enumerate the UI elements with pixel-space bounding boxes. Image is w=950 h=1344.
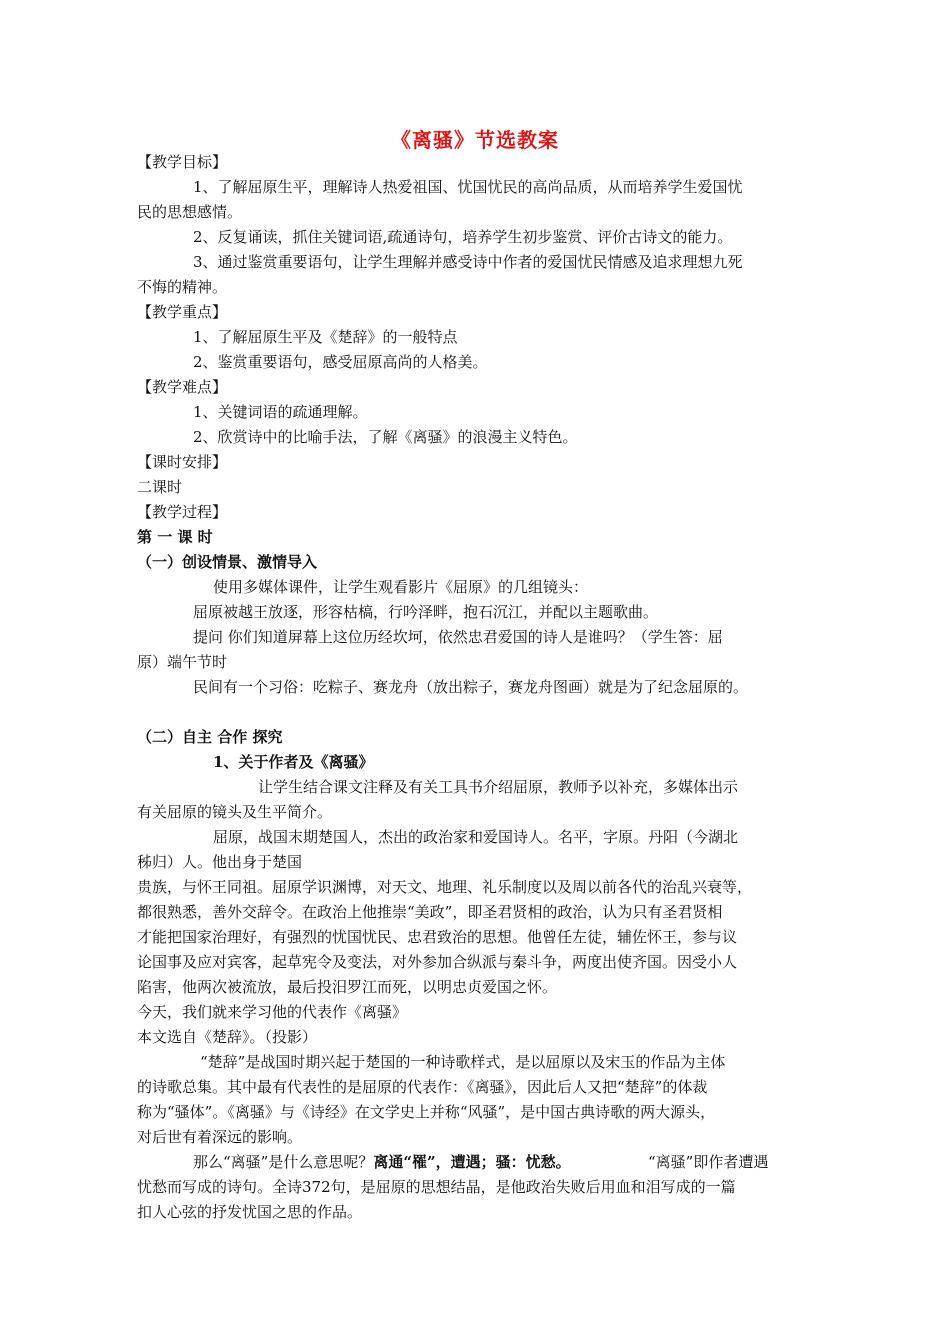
text-line: 【课时安排】: [137, 453, 228, 471]
text-line: 忧愁而写成的诗句。全诗372句，是屈原的思想结晶，是他政治失败后用血和泪写成的一篇: [137, 1178, 736, 1196]
text-line: 提问 你们知道屏幕上这位历经坎坷，依然忠君爱国的诗人是谁吗？（学生答：屈: [193, 628, 723, 646]
text-line: 本文选自《楚辞》。（投影）: [137, 1028, 318, 1046]
text-line: 让学生结合课文注释及有关工具书介绍屈原，教师予以补充，多媒体出示: [258, 778, 739, 796]
meaning-line: [193, 1152, 571, 1172]
text-line: 扣人心弦的抒发忧国之思的作品。: [137, 1203, 363, 1221]
text-line: 【教学重点】: [137, 303, 228, 321]
text-line: 才能把国家治理好，有强烈的忧国忧民、忠君致治的思想。他曾任左徒，辅佐怀王，参与议: [137, 928, 738, 946]
text-line: 贵族，与怀王同祖。屈原学识渊博，对天文、地理、礼乐制度以及周以前各代的治乱兴衰等，: [137, 878, 753, 896]
text-line: 民间有一个习俗：吃粽子、赛龙舟（放出粽子，赛龙舟图画）就是为了纪念屈原的。: [193, 678, 749, 696]
text-line: 2、鉴赏重要语句，感受屈原高尚的人格美。: [193, 353, 488, 371]
text-line: “楚辞”是战国时期兴起于楚国的一种诗歌样式，是以屈原以及宋玉的作品为主体: [200, 1053, 726, 1071]
text-line: 3、通过鉴赏重要语句，让学生理解并感受诗中作者的爱国忧民情感及追求理想九死: [193, 253, 743, 271]
text-line: 1、了解屈原生平，理解诗人热爱祖国、忧国忧民的高尚品质，从而培养学生爱国忧: [193, 178, 743, 196]
text-line: （一）创设情景、激情导入: [137, 553, 318, 571]
text-line: 2、欣赏诗中的比喻手法，了解《离骚》的浪漫主义特色。: [193, 428, 578, 446]
text-line: （二）自主 合作 探究: [137, 728, 283, 746]
text-line: 屈原，战国末期楚国人，杰出的政治家和爱国诗人。名平，字原。丹阳（今湖北: [213, 828, 739, 846]
text-line: 今天，我们就来学习他的代表作《离骚》: [137, 1003, 408, 1021]
text-line: 论国事及应对宾客，起草宪令及变法，对外参加合纵派与秦斗争，两度出使齐国。因受小人: [137, 953, 738, 971]
text-line: 的诗歌总集。其中最有代表性的是屈原的代表作：《离骚》，因此后人又把“楚辞”的体裁: [137, 1078, 708, 1096]
meaning-question: 那么“离骚”是什么意思呢？: [193, 1153, 374, 1171]
text-line: 都很熟悉，善外交辞令。在政治上他推崇“美政”，即圣君贤相的政治，认为只有圣君贤相: [137, 903, 723, 921]
text-line: 对后世有着深远的影响。: [137, 1128, 303, 1146]
text-line: 民的思想感情。: [137, 203, 243, 221]
text-line: 1、了解屈原生平及《楚辞》的一般特点: [193, 328, 458, 346]
text-line: 不悔的精神。: [137, 278, 228, 296]
document-title: 《离骚》节选教案: [391, 128, 559, 152]
text-line: 使用多媒体课件，让学生观看影片《屈原》的几组镜头：: [213, 578, 589, 596]
text-line: 有关屈原的镜头及生平简介。: [137, 803, 333, 821]
text-line: 原）端午节时: [137, 653, 228, 671]
text-line: 二课时: [137, 478, 183, 496]
text-line: 【教学过程】: [137, 503, 228, 521]
text-line: 1、关键词语的疏通理解。: [193, 403, 368, 421]
text-line: 【教学难点】: [137, 378, 228, 396]
text-line: 称为“骚体”。《离骚》与《诗经》在文学史上并称“风骚”，是中国古典诗歌的两大源头，: [137, 1103, 716, 1121]
meaning-answer: 离通“罹”，遭遇；骚：忧愁。: [373, 1153, 571, 1171]
text-line: 屈原被越王放逐，形容枯槁，行吟泽畔，抱石沉江，并配以主题歌曲。: [193, 603, 659, 621]
text-line: 2、反复诵读，抓住关键词语,疏通诗句，培养学生初步鉴赏、评价古诗文的能力。: [193, 228, 733, 246]
text-line: 陷害，他两次被流放，最后投汨罗江而死，以明忠贞爱国之怀。: [137, 978, 558, 996]
text-line: 秭归）人。他出身于楚国: [137, 853, 303, 871]
text-line: “离骚”即作者遭遇: [648, 1153, 769, 1171]
text-line: 【教学目标】: [137, 153, 228, 171]
text-line: 1、关于作者及《离骚》: [213, 753, 374, 771]
text-line: 第 一 课 时: [137, 528, 213, 546]
